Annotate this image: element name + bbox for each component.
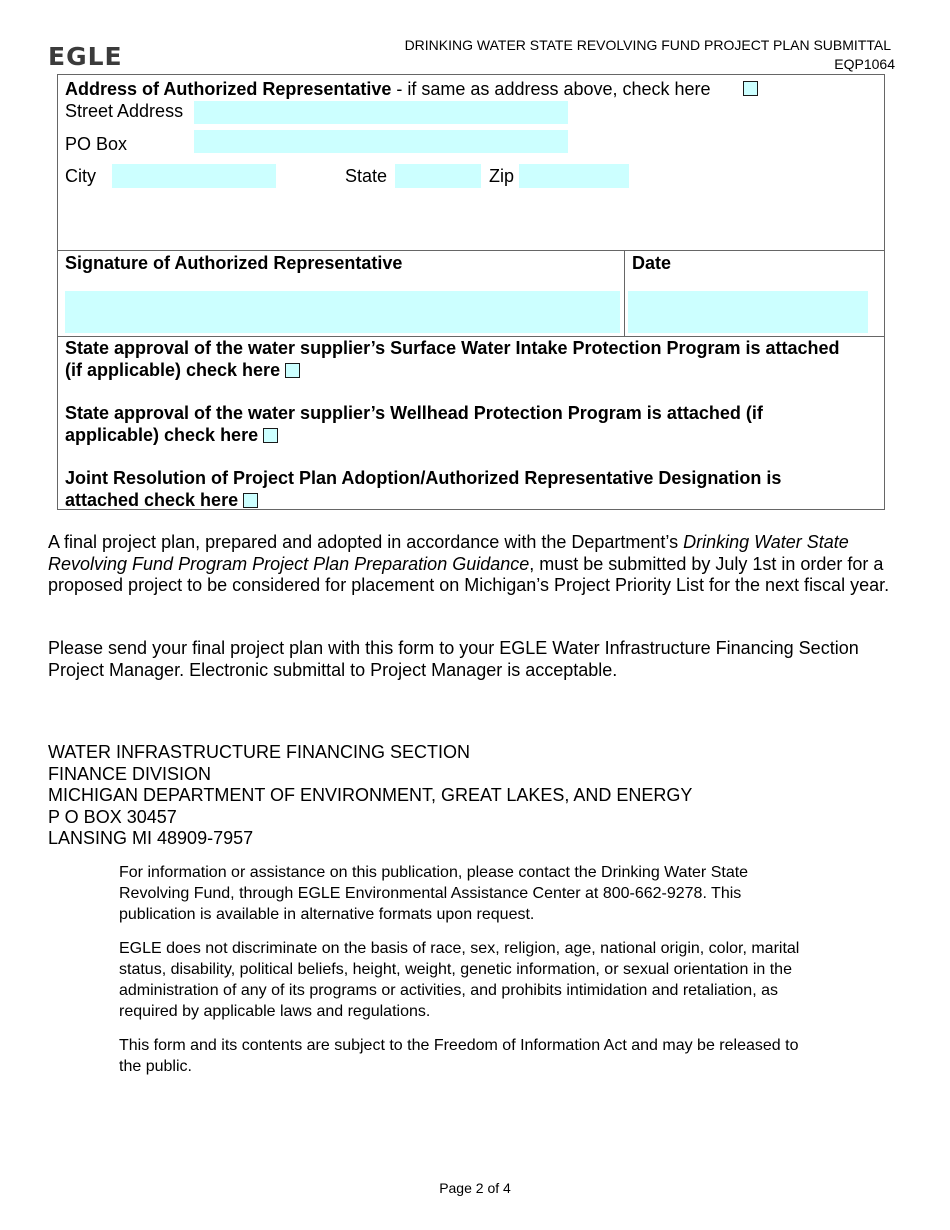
wellhead-line2: applicable) check here	[65, 424, 259, 445]
po-box-field[interactable]	[194, 130, 568, 153]
surface-water-line2: (if applicable) check here	[65, 359, 281, 380]
page-number: Page 2 of 4	[439, 1180, 511, 1196]
wellhead-statement	[65, 403, 763, 446]
resolution-statement	[65, 468, 781, 511]
address-line: FINANCE DIVISION	[48, 763, 212, 784]
address-heading: Address of Authorized Representative	[65, 79, 392, 99]
signature-label: Signature of Authorized Representative	[65, 253, 403, 273]
nondiscrimination-notice: EGLE does not discriminate on the basis of race, sex, religion, age, national origin, color, marital status, disability, political beliefs, height, weight, genetic information, or sexual orientation in the administration of any of its programs or activities, and prohibits intimidation and retaliation, as required by applicable laws and regulations.	[119, 940, 800, 1020]
guidance-title: Drinking Water State Revolving Fund Program Project Plan Preparation Guidance	[48, 532, 849, 574]
address-heading-suffix: - if same as address above, check here	[391, 79, 711, 99]
zip-field[interactable]	[519, 164, 629, 188]
po-box-label: PO Box	[65, 134, 128, 154]
zip-label: Zip	[489, 166, 515, 186]
signature-field[interactable]	[65, 291, 620, 333]
street-address-label: Street Address	[65, 101, 184, 121]
city-label: City	[65, 166, 96, 186]
date-label: Date	[632, 253, 672, 273]
surface-water-line1: State approval of the water supplier’s Surface Water Intake Protection Program is attached	[65, 338, 840, 358]
same-address-checkbox[interactable]	[743, 81, 758, 96]
address-line: WATER INFRASTRUCTURE FINANCING SECTION	[48, 742, 470, 762]
wellhead-line1: State approval of the water supplier’s Wellhead Protection Program is attached (if	[65, 403, 763, 423]
state-label: State	[345, 166, 388, 186]
surface-water-statement	[65, 338, 840, 381]
foia-notice: This form and its contents are subject to the Freedom of Information Act and may be released to the public.	[119, 1037, 799, 1075]
egle-logo: EGLE	[48, 42, 123, 71]
para2: Please send your final project plan with this form to your EGLE Water Infrastructure Financing Section Project Manager. Electronic submittal to Project Manager is acceptable.	[48, 638, 859, 680]
notices	[119, 862, 809, 1090]
para1-post: , must be submitted by July 1st in order for a proposed project to be considered for placement on Michigan’s Project Priority List for the next fiscal year.	[48, 553, 890, 595]
date-field[interactable]	[628, 291, 868, 333]
street-address-field[interactable]	[194, 101, 568, 124]
instructions-para2	[48, 638, 903, 681]
instructions-para1	[48, 532, 903, 597]
wellhead-line2-row	[65, 425, 763, 447]
divider	[624, 250, 625, 336]
address-line: MICHIGAN DEPARTMENT OF ENVIRONMENT, GREAT LAKES, AND ENERGY	[48, 785, 693, 805]
assistance-notice: For information or assistance on this publication, please contact the Drinking Water State Revolving Fund, through EGLE Environmental Assistance Center at 800-662-9278. This publication is available in alternative formats upon request.	[119, 864, 749, 923]
state-field[interactable]	[395, 164, 481, 188]
address-line: LANSING MI 48909-7957	[48, 828, 254, 848]
divider	[58, 336, 884, 337]
divider	[58, 250, 884, 251]
surface-water-line2-row	[65, 360, 840, 382]
city-field[interactable]	[112, 164, 276, 188]
wellhead-checkbox[interactable]	[263, 428, 278, 443]
para1-pre: A final project plan, prepared and adopted in accordance with the Department’s	[48, 532, 684, 552]
surface-water-checkbox[interactable]	[285, 363, 300, 378]
resolution-checkbox[interactable]	[243, 493, 258, 508]
form-box	[57, 74, 885, 510]
address-heading-line	[65, 79, 711, 99]
resolution-line2-row	[65, 490, 781, 512]
form-code: EQP1064	[834, 56, 895, 72]
resolution-line2: attached check here	[65, 489, 239, 510]
resolution-line1: Joint Resolution of Project Plan Adoption/Authorized Representative Designation is	[65, 468, 782, 488]
mailing-address	[48, 742, 692, 850]
form-title: DRINKING WATER STATE REVOLVING FUND PROJECT PLAN SUBMITTAL	[404, 37, 891, 53]
address-line: P O BOX 30457	[48, 806, 177, 827]
